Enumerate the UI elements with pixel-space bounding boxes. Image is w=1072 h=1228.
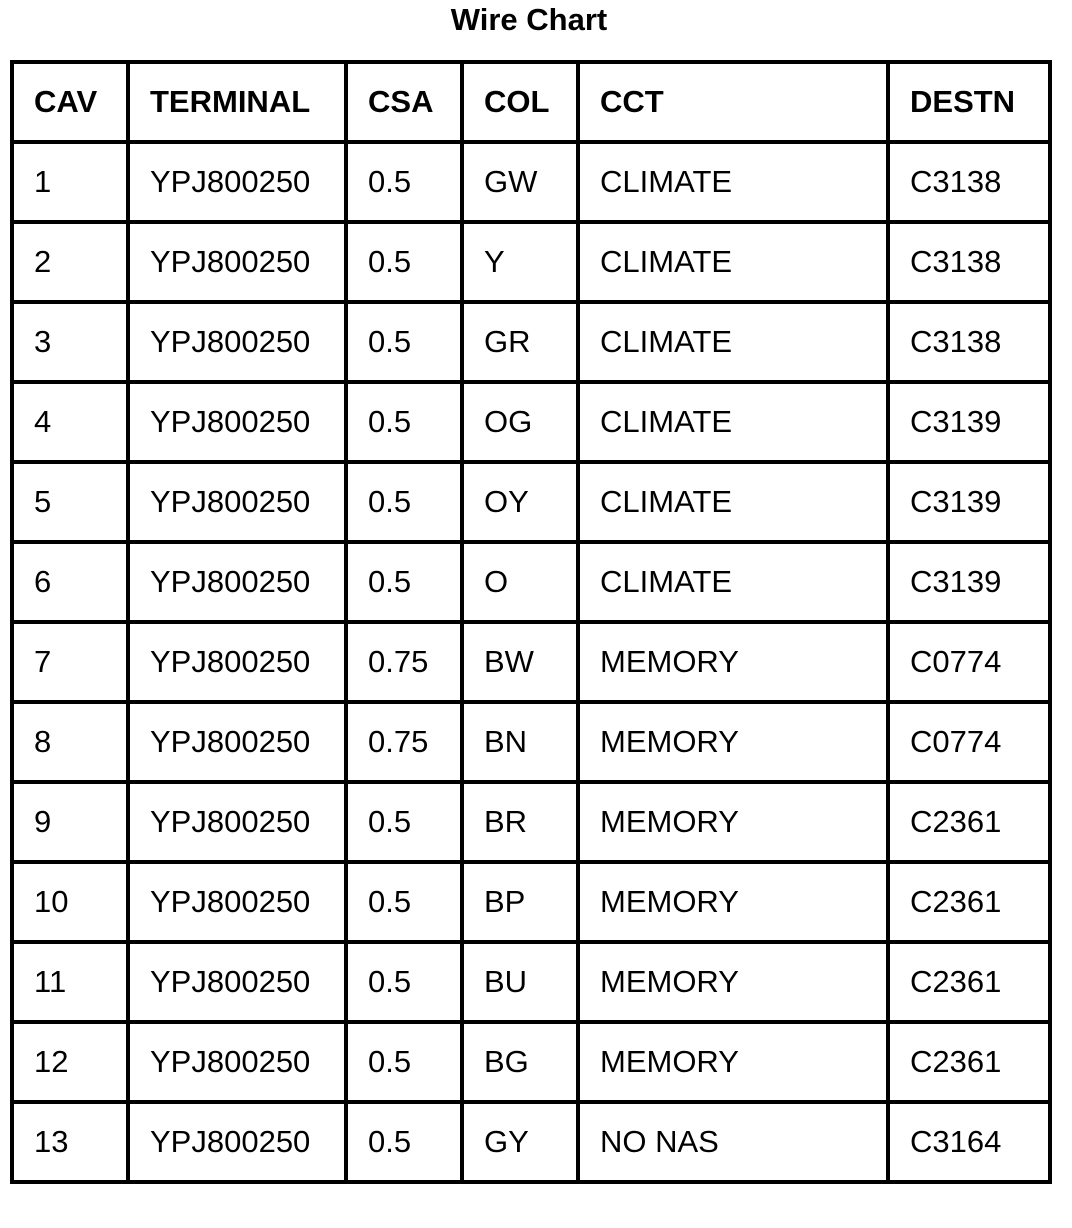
cell-terminal: YPJ800250 [128,1022,346,1102]
cell-terminal: YPJ800250 [128,382,346,462]
cell-cav: 13 [12,1102,128,1182]
cell-destn: C3138 [888,222,1050,302]
table-row [12,542,1050,622]
cell-destn: C2361 [888,862,1050,942]
cell-csa: 0.5 [346,1022,462,1102]
cell-cct: MEMORY [578,942,888,1022]
header-csa: CSA [346,62,462,142]
cell-col: BG [462,1022,578,1102]
cell-terminal: YPJ800250 [128,142,346,222]
cell-col: GY [462,1102,578,1182]
cell-col: O [462,542,578,622]
header-terminal: TERMINAL [128,62,346,142]
cell-cct: MEMORY [578,622,888,702]
cell-destn: C3164 [888,1102,1050,1182]
cell-destn: C3138 [888,302,1050,382]
cell-cct: NO NAS [578,1102,888,1182]
cell-col: OG [462,382,578,462]
header-destn: DESTN [888,62,1050,142]
cell-terminal: YPJ800250 [128,222,346,302]
cell-cav: 1 [12,142,128,222]
cell-col: BU [462,942,578,1022]
cell-csa: 0.5 [346,862,462,942]
cell-cct: MEMORY [578,862,888,942]
cell-csa: 0.75 [346,622,462,702]
cell-col: GW [462,142,578,222]
table-row [12,622,1050,702]
cell-csa: 0.5 [346,382,462,462]
cell-destn: C2361 [888,782,1050,862]
cell-destn: C3138 [888,142,1050,222]
cell-csa: 0.75 [346,702,462,782]
cell-cct: CLIMATE [578,142,888,222]
cell-terminal: YPJ800250 [128,622,346,702]
cell-csa: 0.5 [346,302,462,382]
table-row [12,942,1050,1022]
cell-csa: 0.5 [346,462,462,542]
cell-cav: 2 [12,222,128,302]
cell-cav: 10 [12,862,128,942]
table-row [12,1102,1050,1182]
cell-cav: 7 [12,622,128,702]
cell-cav: 9 [12,782,128,862]
cell-csa: 0.5 [346,782,462,862]
cell-col: GR [462,302,578,382]
cell-csa: 0.5 [346,542,462,622]
table-row [12,462,1050,542]
cell-col: OY [462,462,578,542]
cell-terminal: YPJ800250 [128,942,346,1022]
cell-cav: 11 [12,942,128,1022]
table-header-row [12,62,1050,142]
cell-destn: C3139 [888,462,1050,542]
cell-terminal: YPJ800250 [128,462,346,542]
cell-terminal: YPJ800250 [128,542,346,622]
cell-destn: C3139 [888,382,1050,462]
table-row [12,862,1050,942]
cell-cav: 12 [12,1022,128,1102]
table-row [12,702,1050,782]
cell-col: BR [462,782,578,862]
table-row [12,222,1050,302]
cell-col: BP [462,862,578,942]
table-row [12,1022,1050,1102]
cell-cct: CLIMATE [578,542,888,622]
header-col: COL [462,62,578,142]
cell-csa: 0.5 [346,942,462,1022]
cell-terminal: YPJ800250 [128,1102,346,1182]
header-cav: CAV [12,62,128,142]
cell-destn: C2361 [888,1022,1050,1102]
cell-cct: MEMORY [578,702,888,782]
cell-cct: CLIMATE [578,462,888,542]
cell-cct: MEMORY [578,782,888,862]
cell-terminal: YPJ800250 [128,302,346,382]
cell-cav: 3 [12,302,128,382]
table-row [12,782,1050,862]
cell-cav: 6 [12,542,128,622]
table-row [12,142,1050,222]
cell-destn: C2361 [888,942,1050,1022]
cell-terminal: YPJ800250 [128,702,346,782]
cell-col: BW [462,622,578,702]
cell-cct: MEMORY [578,1022,888,1102]
cell-col: Y [462,222,578,302]
page-title: Wire Chart [450,2,608,37]
table-row [12,382,1050,462]
cell-terminal: YPJ800250 [128,862,346,942]
cell-csa: 0.5 [346,1102,462,1182]
cell-cav: 8 [12,702,128,782]
cell-csa: 0.5 [346,222,462,302]
cell-cct: CLIMATE [578,222,888,302]
cell-csa: 0.5 [346,142,462,222]
cell-destn: C3139 [888,542,1050,622]
cell-destn: C0774 [888,622,1050,702]
cell-terminal: YPJ800250 [128,782,346,862]
cell-destn: C0774 [888,702,1050,782]
header-cct: CCT [578,62,888,142]
wire-chart-table [10,60,1052,1184]
cell-cav: 4 [12,382,128,462]
cell-cav: 5 [12,462,128,542]
cell-cct: CLIMATE [578,302,888,382]
table-row [12,302,1050,382]
cell-cct: CLIMATE [578,382,888,462]
cell-col: BN [462,702,578,782]
